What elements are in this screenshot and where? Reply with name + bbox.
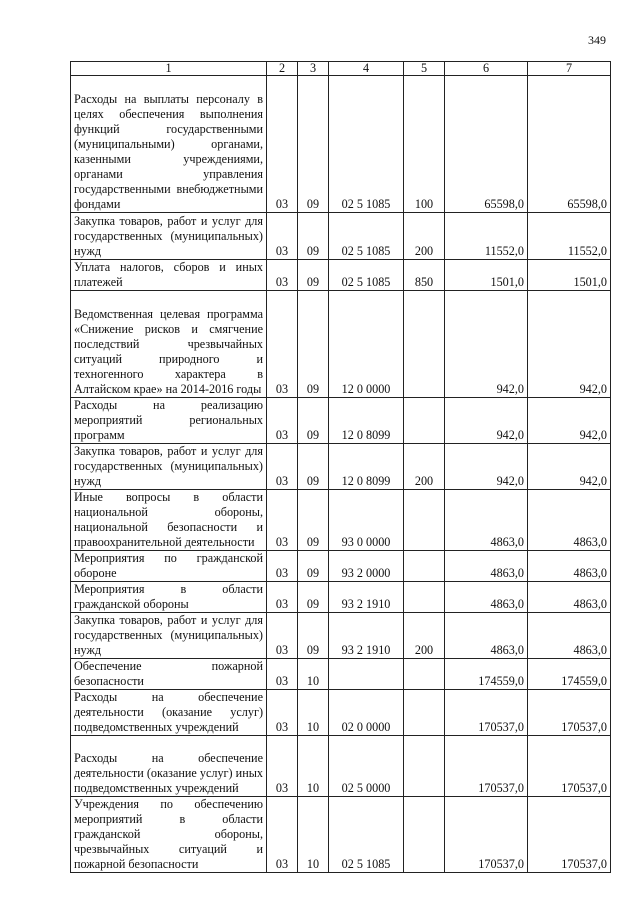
cell-sum1: 170537,0 [445, 797, 528, 873]
cell-pr: 09 [298, 490, 329, 551]
cell-sum1: 4863,0 [445, 613, 528, 659]
header-col-6: 6 [445, 62, 528, 76]
header-col-7: 7 [528, 62, 611, 76]
cell-csr: 12 0 8099 [329, 444, 404, 490]
cell-name: Уплата налогов, сборов и иных платежей [71, 260, 267, 291]
cell-rz: 03 [267, 582, 298, 613]
cell-pr: 09 [298, 444, 329, 490]
cell-csr: 02 5 0000 [329, 736, 404, 797]
cell-sum2: 174559,0 [528, 659, 611, 690]
header-col-1: 1 [71, 62, 267, 76]
cell-csr: 02 5 1085 [329, 260, 404, 291]
cell-vr [404, 736, 445, 797]
table-row [71, 659, 611, 690]
header-row [71, 62, 611, 76]
cell-rz: 03 [267, 797, 298, 873]
table-row [71, 444, 611, 490]
cell-pr: 10 [298, 797, 329, 873]
cell-sum2: 942,0 [528, 291, 611, 398]
cell-vr [404, 398, 445, 444]
cell-sum1: 65598,0 [445, 76, 528, 213]
cell-vr: 200 [404, 444, 445, 490]
cell-pr: 09 [298, 551, 329, 582]
cell-sum2: 942,0 [528, 398, 611, 444]
cell-rz: 03 [267, 490, 298, 551]
cell-rz: 03 [267, 444, 298, 490]
cell-pr: 09 [298, 613, 329, 659]
cell-sum1: 4863,0 [445, 490, 528, 551]
cell-name: Закупка товаров, работ и услуг для государственных (муниципальных) нужд [71, 613, 267, 659]
cell-vr: 200 [404, 613, 445, 659]
cell-sum2: 4863,0 [528, 582, 611, 613]
cell-sum1: 942,0 [445, 398, 528, 444]
cell-vr: 100 [404, 76, 445, 213]
table-row [71, 260, 611, 291]
cell-sum1: 170537,0 [445, 736, 528, 797]
cell-name: Мероприятия в области гражданской обороны [71, 582, 267, 613]
table-row [71, 291, 611, 398]
cell-sum2: 65598,0 [528, 76, 611, 213]
cell-csr: 93 2 0000 [329, 551, 404, 582]
cell-pr: 09 [298, 582, 329, 613]
table-row [71, 551, 611, 582]
cell-vr [404, 690, 445, 736]
cell-sum2: 4863,0 [528, 613, 611, 659]
cell-csr: 02 5 1085 [329, 76, 404, 213]
cell-csr [329, 659, 404, 690]
cell-vr [404, 291, 445, 398]
cell-sum2: 170537,0 [528, 690, 611, 736]
cell-sum1: 942,0 [445, 444, 528, 490]
cell-rz: 03 [267, 398, 298, 444]
cell-vr [404, 490, 445, 551]
cell-pr: 09 [298, 76, 329, 213]
cell-name: Мероприятия по гражданской обороне [71, 551, 267, 582]
cell-csr: 02 5 1085 [329, 213, 404, 260]
cell-sum1: 170537,0 [445, 690, 528, 736]
cell-pr: 10 [298, 659, 329, 690]
cell-vr [404, 551, 445, 582]
cell-rz: 03 [267, 291, 298, 398]
table-row [71, 398, 611, 444]
cell-sum2: 4863,0 [528, 551, 611, 582]
cell-name: Расходы на обеспечение деятельности (оказание услуг) иных подведомственных учреждений [71, 736, 267, 797]
cell-csr: 02 0 0000 [329, 690, 404, 736]
table-row [71, 582, 611, 613]
page-number: 349 [588, 33, 606, 47]
cell-vr [404, 582, 445, 613]
cell-sum2: 170537,0 [528, 797, 611, 873]
cell-name: Закупка товаров, работ и услуг для государственных (муниципальных) нужд [71, 444, 267, 490]
cell-csr: 12 0 8099 [329, 398, 404, 444]
cell-pr: 09 [298, 213, 329, 260]
header-col-3: 3 [298, 62, 329, 76]
cell-name: Расходы на реализацию мероприятий региональных программ [71, 398, 267, 444]
cell-name: Расходы на обеспечение деятельности (оказание услуг) подведомственных учреждений [71, 690, 267, 736]
header-col-5: 5 [404, 62, 445, 76]
cell-sum1: 1501,0 [445, 260, 528, 291]
cell-vr [404, 797, 445, 873]
cell-name: Обеспечение пожарной безопасности [71, 659, 267, 690]
budget-table [70, 61, 611, 873]
header-col-2: 2 [267, 62, 298, 76]
header-col-4: 4 [329, 62, 404, 76]
cell-sum1: 942,0 [445, 291, 528, 398]
cell-rz: 03 [267, 659, 298, 690]
cell-csr: 93 2 1910 [329, 613, 404, 659]
cell-rz: 03 [267, 551, 298, 582]
cell-sum2: 11552,0 [528, 213, 611, 260]
cell-pr: 09 [298, 291, 329, 398]
cell-name: Учреждения по обеспечению мероприятий в области гражданской обороны, чрезвычайных ситуаций и пожарной безопасности [71, 797, 267, 873]
cell-sum1: 11552,0 [445, 213, 528, 260]
cell-vr: 850 [404, 260, 445, 291]
cell-sum1: 174559,0 [445, 659, 528, 690]
cell-csr: 93 2 1910 [329, 582, 404, 613]
cell-name: Расходы на выплаты персоналу в целях обеспечения выполнения функций государственными (муниципальными) органами, казенными учреждениями, органами управления государственными внебюджетными фондами [71, 76, 267, 213]
cell-pr: 09 [298, 260, 329, 291]
cell-rz: 03 [267, 76, 298, 213]
cell-sum2: 1501,0 [528, 260, 611, 291]
cell-sum1: 4863,0 [445, 551, 528, 582]
cell-name: Иные вопросы в области национальной обороны, национальной безопасности и правоохранительной деятельности [71, 490, 267, 551]
cell-sum2: 4863,0 [528, 490, 611, 551]
table-row [71, 736, 611, 797]
cell-name: Закупка товаров, работ и услуг для государственных (муниципальных) нужд [71, 213, 267, 260]
cell-rz: 03 [267, 690, 298, 736]
table-row [71, 797, 611, 873]
table-row [71, 613, 611, 659]
cell-rz: 03 [267, 613, 298, 659]
cell-sum1: 4863,0 [445, 582, 528, 613]
cell-rz: 03 [267, 260, 298, 291]
cell-sum2: 170537,0 [528, 736, 611, 797]
table-row [71, 213, 611, 260]
table-row [71, 76, 611, 213]
table-row [71, 490, 611, 551]
cell-pr: 09 [298, 398, 329, 444]
cell-csr: 02 5 1085 [329, 797, 404, 873]
cell-pr: 10 [298, 690, 329, 736]
cell-vr [404, 659, 445, 690]
cell-csr: 12 0 0000 [329, 291, 404, 398]
cell-vr: 200 [404, 213, 445, 260]
cell-csr: 93 0 0000 [329, 490, 404, 551]
cell-name: Ведомственная целевая программа «Снижение рисков и смягчение последствий чрезвычайных ситуаций природного и техногенного характера в Алтайском крае» на 2014-2016 годы [71, 291, 267, 398]
cell-sum2: 942,0 [528, 444, 611, 490]
cell-rz: 03 [267, 736, 298, 797]
cell-pr: 10 [298, 736, 329, 797]
cell-rz: 03 [267, 213, 298, 260]
table-row [71, 690, 611, 736]
